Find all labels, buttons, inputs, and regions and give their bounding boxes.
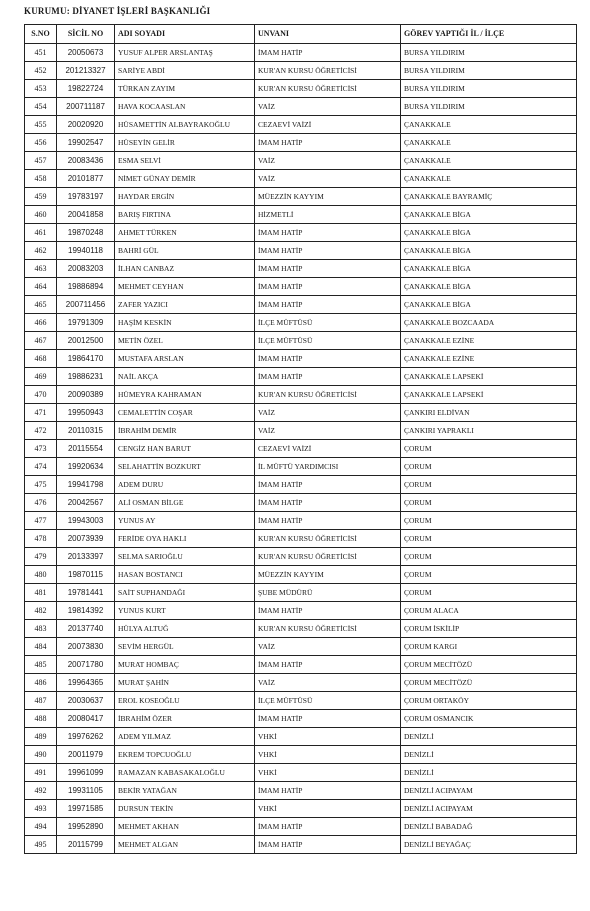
- cell-title: KUR'AN KURSU ÖĞRETİCİSİ: [255, 548, 401, 566]
- cell-sicil: 19920634: [57, 458, 115, 476]
- cell-location: ÇANKIRI ELDİVAN: [401, 404, 577, 422]
- cell-name: İBRAHİM ÖZER: [115, 710, 255, 728]
- cell-sno: 485: [25, 656, 57, 674]
- cell-sno: 491: [25, 764, 57, 782]
- cell-sno: 468: [25, 350, 57, 368]
- cell-title: İMAM HATİP: [255, 224, 401, 242]
- cell-title: ŞUBE MÜDÜRÜ: [255, 584, 401, 602]
- table-row: [25, 296, 577, 314]
- cell-name: FERİDE OYA HAKLI: [115, 530, 255, 548]
- table-row: [25, 404, 577, 422]
- cell-sno: 456: [25, 134, 57, 152]
- cell-title: İMAM HATİP: [255, 818, 401, 836]
- cell-name: MURAT ŞAHİN: [115, 674, 255, 692]
- table-row: [25, 512, 577, 530]
- cell-name: ALİ OSMAN BİLGE: [115, 494, 255, 512]
- cell-name: CEMALETTİN COŞAR: [115, 404, 255, 422]
- cell-title: İMAM HATİP: [255, 782, 401, 800]
- cell-sno: 492: [25, 782, 57, 800]
- cell-name: MEHMET ALGAN: [115, 836, 255, 854]
- cell-name: HÜSEYİN GELİR: [115, 134, 255, 152]
- cell-name: BEKİR YATAĞAN: [115, 782, 255, 800]
- cell-location: ÇANAKKALE BİGA: [401, 296, 577, 314]
- cell-title: KUR'AN KURSU ÖĞRETİCİSİ: [255, 620, 401, 638]
- table-row: [25, 278, 577, 296]
- cell-location: ÇANAKKALE BİGA: [401, 260, 577, 278]
- cell-location: ÇORUM: [401, 548, 577, 566]
- cell-name: ZAFER YAZICI: [115, 296, 255, 314]
- table-row: [25, 548, 577, 566]
- cell-sicil: 19964365: [57, 674, 115, 692]
- cell-location: ÇORUM: [401, 530, 577, 548]
- table-row: [25, 116, 577, 134]
- cell-sno: 472: [25, 422, 57, 440]
- table-header-row: [25, 25, 577, 44]
- column-header-title: UNVANI: [255, 25, 401, 44]
- cell-name: SEVİM HERGÜL: [115, 638, 255, 656]
- cell-title: İMAM HATİP: [255, 494, 401, 512]
- column-header-sno: S.NO: [25, 25, 57, 44]
- cell-sno: 461: [25, 224, 57, 242]
- cell-sno: 489: [25, 728, 57, 746]
- cell-title: İMAM HATİP: [255, 836, 401, 854]
- cell-location: ÇANAKKALE: [401, 134, 577, 152]
- cell-title: KUR'AN KURSU ÖĞRETİCİSİ: [255, 80, 401, 98]
- cell-location: DENİZLİ ACIPAYAM: [401, 800, 577, 818]
- cell-sicil: 20115554: [57, 440, 115, 458]
- cell-sicil: 20073830: [57, 638, 115, 656]
- cell-sicil: 20012500: [57, 332, 115, 350]
- cell-title: İMAM HATİP: [255, 278, 401, 296]
- cell-sicil: 19814392: [57, 602, 115, 620]
- cell-location: ÇORUM ORTAKÖY: [401, 692, 577, 710]
- cell-sicil: 19950943: [57, 404, 115, 422]
- cell-name: HASAN BOSTANCI: [115, 566, 255, 584]
- cell-title: VAİZ: [255, 98, 401, 116]
- cell-sicil: 20080417: [57, 710, 115, 728]
- table-row: [25, 134, 577, 152]
- cell-sicil: 200711187: [57, 98, 115, 116]
- cell-sicil: 19943003: [57, 512, 115, 530]
- cell-sicil: 20071780: [57, 656, 115, 674]
- cell-name: METİN ÖZEL: [115, 332, 255, 350]
- cell-title: VHKİ: [255, 746, 401, 764]
- table-row: [25, 728, 577, 746]
- table-row: [25, 458, 577, 476]
- cell-name: YUSUF ALPER ARSLANTAŞ: [115, 44, 255, 62]
- cell-location: ÇORUM: [401, 458, 577, 476]
- table-row: [25, 242, 577, 260]
- cell-title: İMAM HATİP: [255, 296, 401, 314]
- cell-location: ÇORUM: [401, 512, 577, 530]
- personnel-table: [24, 24, 577, 854]
- table-row: [25, 386, 577, 404]
- cell-sicil: 19952890: [57, 818, 115, 836]
- table-row: [25, 836, 577, 854]
- cell-sicil: 20030637: [57, 692, 115, 710]
- cell-sno: 484: [25, 638, 57, 656]
- cell-title: VAİZ: [255, 404, 401, 422]
- cell-name: NAİL AKÇA: [115, 368, 255, 386]
- cell-title: İMAM HATİP: [255, 512, 401, 530]
- cell-sicil: 20110315: [57, 422, 115, 440]
- cell-location: ÇORUM: [401, 476, 577, 494]
- cell-sno: 474: [25, 458, 57, 476]
- cell-name: AHMET TÜRKEN: [115, 224, 255, 242]
- cell-sicil: 20020920: [57, 116, 115, 134]
- cell-name: TÜRKAN ZAYIM: [115, 80, 255, 98]
- cell-name: NİMET GÜNAY DEMİR: [115, 170, 255, 188]
- column-header-sicil: SİCİL NO: [57, 25, 115, 44]
- cell-title: CEZAEVİ VAİZİ: [255, 116, 401, 134]
- cell-sicil: 19971585: [57, 800, 115, 818]
- table-row: [25, 188, 577, 206]
- cell-name: HÜMEYRA KAHRAMAN: [115, 386, 255, 404]
- cell-location: ÇORUM: [401, 566, 577, 584]
- cell-sicil: 19886894: [57, 278, 115, 296]
- cell-title: KUR'AN KURSU ÖĞRETİCİSİ: [255, 386, 401, 404]
- table-row: [25, 782, 577, 800]
- cell-title: İMAM HATİP: [255, 260, 401, 278]
- cell-title: MÜEZZİN KAYYIM: [255, 188, 401, 206]
- table-row: [25, 476, 577, 494]
- cell-location: DENİZLİ: [401, 764, 577, 782]
- cell-name: MUSTAFA ARSLAN: [115, 350, 255, 368]
- cell-location: BURSA YILDIRIM: [401, 80, 577, 98]
- table-row: [25, 692, 577, 710]
- cell-name: SARİYE ABDİ: [115, 62, 255, 80]
- cell-title: İLÇE MÜFTÜSÜ: [255, 314, 401, 332]
- cell-sno: 452: [25, 62, 57, 80]
- cell-sicil: 19822724: [57, 80, 115, 98]
- table-row: [25, 224, 577, 242]
- cell-sno: 459: [25, 188, 57, 206]
- cell-name: ADEM YILMAZ: [115, 728, 255, 746]
- table-row: [25, 638, 577, 656]
- cell-location: DENİZLİ: [401, 746, 577, 764]
- cell-location: ÇORUM: [401, 494, 577, 512]
- cell-title: İMAM HATİP: [255, 350, 401, 368]
- cell-name: EKREM TOPCUOĞLU: [115, 746, 255, 764]
- cell-sno: 494: [25, 818, 57, 836]
- cell-sno: 478: [25, 530, 57, 548]
- cell-title: İMAM HATİP: [255, 656, 401, 674]
- cell-sno: 473: [25, 440, 57, 458]
- cell-title: MÜEZZİN KAYYIM: [255, 566, 401, 584]
- cell-name: BARIŞ FIRTINA: [115, 206, 255, 224]
- table-row: [25, 44, 577, 62]
- cell-sno: 466: [25, 314, 57, 332]
- cell-sicil: 20050673: [57, 44, 115, 62]
- cell-sno: 453: [25, 80, 57, 98]
- table-row: [25, 602, 577, 620]
- cell-location: DENİZLİ ACIPAYAM: [401, 782, 577, 800]
- table-row: [25, 764, 577, 782]
- cell-sno: 460: [25, 206, 57, 224]
- cell-name: MURAT HOMBAÇ: [115, 656, 255, 674]
- cell-title: VHKİ: [255, 800, 401, 818]
- cell-sno: 481: [25, 584, 57, 602]
- cell-name: SELAHATTİN BOZKURT: [115, 458, 255, 476]
- cell-sno: 495: [25, 836, 57, 854]
- cell-sno: 482: [25, 602, 57, 620]
- cell-name: YUNUS KURT: [115, 602, 255, 620]
- table-row: [25, 818, 577, 836]
- cell-sicil: 19864170: [57, 350, 115, 368]
- cell-sicil: 19931105: [57, 782, 115, 800]
- cell-name: BAHRİ GÜL: [115, 242, 255, 260]
- table-row: [25, 440, 577, 458]
- cell-title: HİZMETLİ: [255, 206, 401, 224]
- cell-title: İMAM HATİP: [255, 242, 401, 260]
- cell-name: EROL KOSEOĞLU: [115, 692, 255, 710]
- table-body: [25, 44, 577, 854]
- cell-sno: 469: [25, 368, 57, 386]
- cell-location: DENİZLİ BABADAĞ: [401, 818, 577, 836]
- cell-sno: 465: [25, 296, 57, 314]
- cell-sno: 486: [25, 674, 57, 692]
- table-row: [25, 530, 577, 548]
- cell-title: İMAM HATİP: [255, 602, 401, 620]
- cell-location: BURSA YILDIRIM: [401, 62, 577, 80]
- table-row: [25, 80, 577, 98]
- cell-sicil: 19791309: [57, 314, 115, 332]
- cell-title: VAİZ: [255, 674, 401, 692]
- cell-sno: 493: [25, 800, 57, 818]
- cell-title: VAİZ: [255, 638, 401, 656]
- cell-name: YUNUS AY: [115, 512, 255, 530]
- table-row: [25, 746, 577, 764]
- cell-location: ÇANAKKALE: [401, 152, 577, 170]
- column-header-location: GÖREV YAPTIĞI İL / İLÇE: [401, 25, 577, 44]
- table-row: [25, 710, 577, 728]
- table-row: [25, 674, 577, 692]
- cell-sicil: 19902547: [57, 134, 115, 152]
- cell-sno: 457: [25, 152, 57, 170]
- table-row: [25, 620, 577, 638]
- cell-name: HAŞİM KESKİN: [115, 314, 255, 332]
- cell-location: ÇANAKKALE BİGA: [401, 278, 577, 296]
- table-row: [25, 422, 577, 440]
- cell-sicil: 19940118: [57, 242, 115, 260]
- cell-name: RAMAZAN KABASAKALOĞLU: [115, 764, 255, 782]
- cell-sno: 480: [25, 566, 57, 584]
- cell-title: CEZAEVİ VAİZİ: [255, 440, 401, 458]
- cell-location: ÇORUM: [401, 440, 577, 458]
- cell-name: HÜSAMETTİN ALBAYRAKOĞLU: [115, 116, 255, 134]
- cell-sicil: 201213327: [57, 62, 115, 80]
- cell-sicil: 19886231: [57, 368, 115, 386]
- cell-name: İBRAHİM DEMİR: [115, 422, 255, 440]
- cell-sno: 464: [25, 278, 57, 296]
- cell-sicil: 20011979: [57, 746, 115, 764]
- cell-title: VHKİ: [255, 764, 401, 782]
- table-row: [25, 152, 577, 170]
- cell-sno: 470: [25, 386, 57, 404]
- cell-name: SELMA SARIOĞLU: [115, 548, 255, 566]
- cell-sno: 463: [25, 260, 57, 278]
- cell-sicil: 19976262: [57, 728, 115, 746]
- cell-name: SAİT SUPHANDAĞI: [115, 584, 255, 602]
- cell-sno: 454: [25, 98, 57, 116]
- cell-sicil: 20137740: [57, 620, 115, 638]
- cell-location: ÇORUM ALACA: [401, 602, 577, 620]
- cell-name: ESMA SELVİ: [115, 152, 255, 170]
- cell-title: İMAM HATİP: [255, 368, 401, 386]
- table-row: [25, 800, 577, 818]
- cell-location: ÇANAKKALE EZİNE: [401, 350, 577, 368]
- table-row: [25, 62, 577, 80]
- cell-sno: 462: [25, 242, 57, 260]
- table-row: [25, 494, 577, 512]
- cell-location: DENİZLİ BEYAĞAÇ: [401, 836, 577, 854]
- table-row: [25, 314, 577, 332]
- cell-sno: 471: [25, 404, 57, 422]
- cell-location: ÇANAKKALE BOZCAADA: [401, 314, 577, 332]
- cell-name: HAYDAR ERGİN: [115, 188, 255, 206]
- cell-title: VAİZ: [255, 170, 401, 188]
- cell-title: İMAM HATİP: [255, 710, 401, 728]
- cell-sno: 488: [25, 710, 57, 728]
- table-row: [25, 332, 577, 350]
- cell-sicil: 20083436: [57, 152, 115, 170]
- cell-name: ADEM DURU: [115, 476, 255, 494]
- cell-sicil: 19870115: [57, 566, 115, 584]
- table-row: [25, 584, 577, 602]
- cell-sicil: 19941798: [57, 476, 115, 494]
- cell-location: BURSA YILDIRIM: [401, 98, 577, 116]
- cell-title: KUR'AN KURSU ÖĞRETİCİSİ: [255, 62, 401, 80]
- table-row: [25, 260, 577, 278]
- cell-sno: 479: [25, 548, 57, 566]
- cell-title: İMAM HATİP: [255, 476, 401, 494]
- cell-title: İLÇE MÜFTÜSÜ: [255, 332, 401, 350]
- cell-sno: 451: [25, 44, 57, 62]
- cell-name: HAVA KOCAASLAN: [115, 98, 255, 116]
- cell-sno: 455: [25, 116, 57, 134]
- cell-location: ÇORUM OSMANCIK: [401, 710, 577, 728]
- cell-location: ÇORUM MECİTÖZÜ: [401, 656, 577, 674]
- cell-title: İMAM HATİP: [255, 44, 401, 62]
- cell-sicil: 20041858: [57, 206, 115, 224]
- cell-title: VHKİ: [255, 728, 401, 746]
- cell-location: ÇANKIRI YAPRAKLI: [401, 422, 577, 440]
- cell-sicil: 19783197: [57, 188, 115, 206]
- cell-location: ÇANAKKALE BAYRAMİÇ: [401, 188, 577, 206]
- cell-sicil: 20133397: [57, 548, 115, 566]
- cell-name: HÜLYA ALTUĞ: [115, 620, 255, 638]
- cell-sicil: 20101877: [57, 170, 115, 188]
- cell-location: ÇORUM İSKİLİP: [401, 620, 577, 638]
- cell-sno: 490: [25, 746, 57, 764]
- cell-sicil: 20090389: [57, 386, 115, 404]
- table-row: [25, 170, 577, 188]
- cell-sicil: 20042567: [57, 494, 115, 512]
- cell-location: BURSA YILDIRIM: [401, 44, 577, 62]
- cell-sno: 483: [25, 620, 57, 638]
- cell-name: İLHAN CANBAZ: [115, 260, 255, 278]
- cell-location: ÇANAKKALE: [401, 116, 577, 134]
- cell-sno: 475: [25, 476, 57, 494]
- table-row: [25, 566, 577, 584]
- cell-location: ÇANAKKALE LAPSEKİ: [401, 368, 577, 386]
- cell-name: DURSUN TEKİN: [115, 800, 255, 818]
- table-row: [25, 368, 577, 386]
- table-row: [25, 98, 577, 116]
- cell-location: ÇANAKKALE: [401, 170, 577, 188]
- cell-location: ÇORUM MECİTÖZÜ: [401, 674, 577, 692]
- cell-location: ÇORUM: [401, 584, 577, 602]
- cell-sicil: 200711456: [57, 296, 115, 314]
- table-row: [25, 206, 577, 224]
- cell-title: İL MÜFTÜ YARDIMCISI: [255, 458, 401, 476]
- cell-sno: 476: [25, 494, 57, 512]
- cell-location: ÇANAKKALE EZİNE: [401, 332, 577, 350]
- cell-sno: 487: [25, 692, 57, 710]
- cell-location: ÇORUM KARGI: [401, 638, 577, 656]
- table-row: [25, 350, 577, 368]
- cell-title: İMAM HATİP: [255, 134, 401, 152]
- cell-location: DENİZLİ: [401, 728, 577, 746]
- cell-location: ÇANAKKALE BİGA: [401, 206, 577, 224]
- cell-sicil: 19870248: [57, 224, 115, 242]
- cell-sicil: 19961099: [57, 764, 115, 782]
- cell-sicil: 20083203: [57, 260, 115, 278]
- cell-title: KUR'AN KURSU ÖĞRETİCİSİ: [255, 530, 401, 548]
- cell-sicil: 20115799: [57, 836, 115, 854]
- cell-sno: 477: [25, 512, 57, 530]
- cell-title: İLÇE MÜFTÜSÜ: [255, 692, 401, 710]
- cell-name: MEHMET CEYHAN: [115, 278, 255, 296]
- column-header-name: ADI SOYADI: [115, 25, 255, 44]
- cell-sicil: 20073939: [57, 530, 115, 548]
- cell-title: VAİZ: [255, 422, 401, 440]
- cell-name: MEHMET AKHAN: [115, 818, 255, 836]
- cell-sicil: 19781441: [57, 584, 115, 602]
- institution-header: KURUMU: DİYANET İŞLERİ BAŞKANLIĞI: [24, 6, 211, 16]
- cell-sno: 458: [25, 170, 57, 188]
- cell-sno: 467: [25, 332, 57, 350]
- cell-title: VAİZ: [255, 152, 401, 170]
- cell-location: ÇANAKKALE BİGA: [401, 224, 577, 242]
- cell-name: CENGİZ HAN BARUT: [115, 440, 255, 458]
- table-row: [25, 656, 577, 674]
- cell-location: ÇANAKKALE BİGA: [401, 242, 577, 260]
- cell-location: ÇANAKKALE LAPSEKİ: [401, 386, 577, 404]
